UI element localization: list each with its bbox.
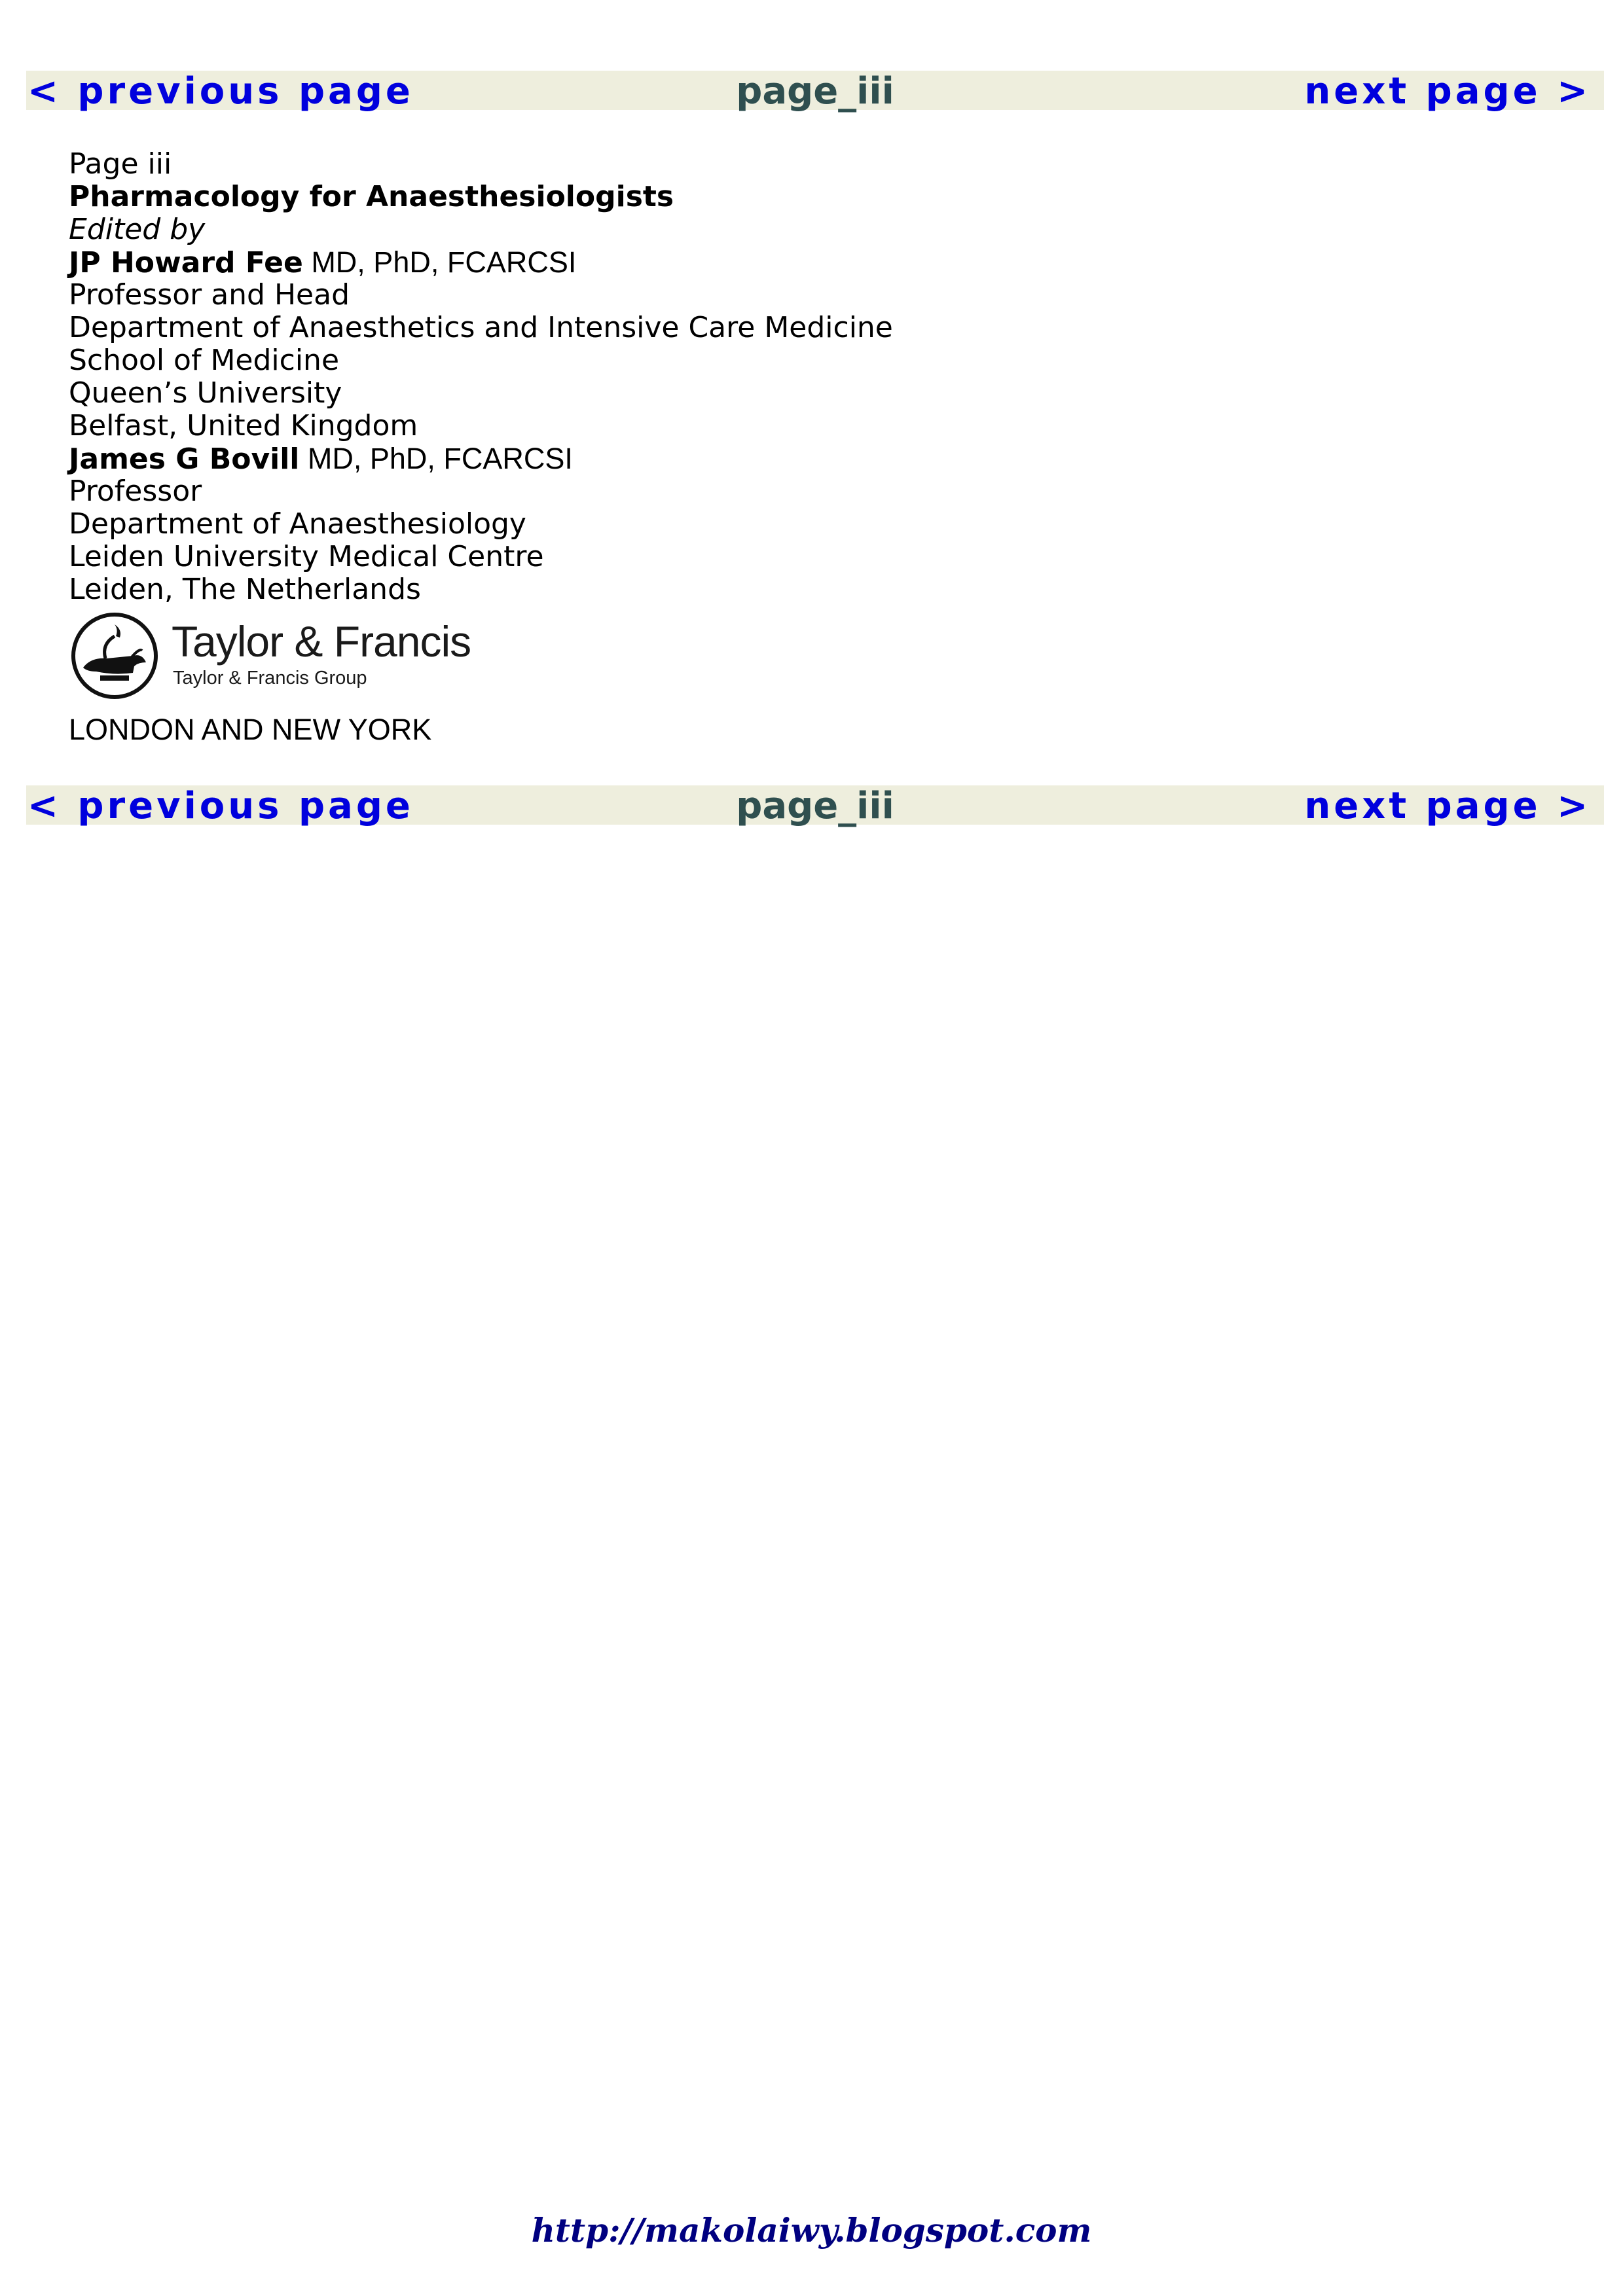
publisher-group: Taylor & Francis Group: [173, 668, 367, 689]
editor-2-location: Leiden, The Netherlands: [69, 573, 421, 606]
title-page-content: [69, 148, 1378, 746]
footer-url-link[interactable]: http://makolaiwy.blogspot.com: [531, 2211, 1092, 2250]
publisher-cities: LONDON AND NEW YORK: [69, 713, 432, 746]
editor-1-name: JP Howard Fee: [69, 246, 303, 279]
next-page-link[interactable]: next page >: [1304, 785, 1591, 827]
editor-1-department: Department of Anaesthetics and Intensive Care Medicine: [69, 311, 893, 344]
page-indicator: page_iii: [736, 785, 894, 827]
edited-by-label: Edited by: [69, 213, 206, 246]
bottom-navigation-bar: [26, 785, 1604, 825]
editor-1-credentials: MD, PhD, FCARCSI: [302, 245, 577, 279]
editor-1-position: Professor and Head: [69, 278, 350, 312]
editor-1-university: Queen’s University: [69, 376, 342, 410]
editor-2-heading: [69, 442, 1378, 475]
editor-2-name: James G Bovill: [69, 442, 300, 476]
editor-2-institution: Leiden University Medical Centre: [69, 540, 544, 573]
top-navigation-bar: [26, 70, 1604, 113]
editor-1-location: Belfast, United Kingdom: [69, 409, 418, 442]
next-page-link[interactable]: next page >: [1304, 70, 1591, 113]
publisher-logo: [69, 610, 471, 708]
previous-page-link[interactable]: < previous page: [27, 70, 414, 113]
page-reference: Page iii: [69, 147, 172, 181]
editor-1-school: School of Medicine: [69, 344, 340, 377]
publisher-name: Taylor & Francis: [172, 617, 471, 666]
previous-page-link[interactable]: < previous page: [27, 785, 414, 827]
book-title: Pharmacology for Anaesthesiologists: [69, 180, 674, 213]
editor-1-heading: [69, 246, 1378, 279]
editor-2-position: Professor: [69, 475, 202, 508]
editor-2-credentials: MD, PhD, FCARCSI: [299, 442, 573, 475]
editor-2-department: Department of Anaesthesiology: [69, 507, 526, 541]
page-indicator: page_iii: [736, 70, 894, 113]
lamp-icon: [69, 610, 160, 702]
